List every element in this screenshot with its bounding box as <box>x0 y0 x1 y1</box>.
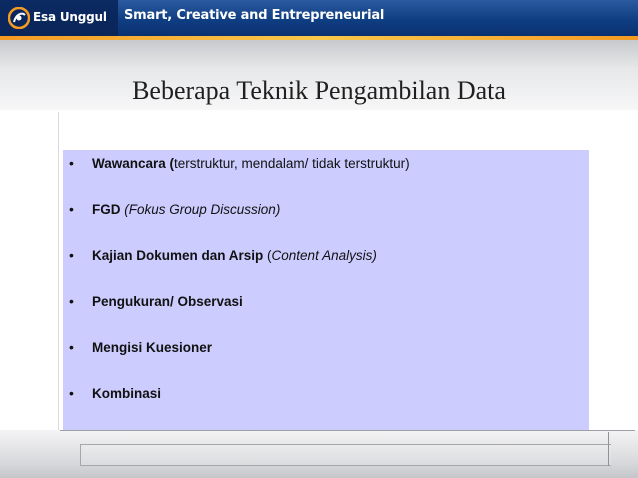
header-bar <box>0 0 638 36</box>
item-italic-text: Content Analysis) <box>271 247 377 263</box>
item-bold-text: Kajian Dokumen dan Arsip <box>92 247 264 263</box>
item-text <box>92 248 377 263</box>
item-text <box>92 340 212 355</box>
footer-line <box>60 430 635 431</box>
item-italic-text: (Fokus Group Discussion) <box>124 201 281 217</box>
footer-divider <box>608 432 609 466</box>
footer-bar <box>80 444 611 466</box>
tagline: Smart, Creative and Entrepreneurial <box>124 8 385 23</box>
esa-unggul-logo-icon <box>8 7 30 29</box>
item-bold-text: Pengukuran/ Observasi <box>92 293 243 309</box>
item-text <box>92 386 161 401</box>
item-plain-text: ( <box>263 247 272 263</box>
bullet-marker: • <box>69 339 74 355</box>
content-box <box>63 150 589 430</box>
logo <box>0 0 118 36</box>
bullet-marker: • <box>69 293 74 309</box>
item-text <box>92 294 243 309</box>
item-bold-text: Mengisi Kuesioner <box>92 339 213 355</box>
frame-line <box>58 112 59 432</box>
item-bold-text: FGD <box>92 201 121 217</box>
item-text <box>92 156 410 171</box>
item-bold-text: Kombinasi <box>92 385 162 401</box>
bullet-marker: • <box>69 385 74 401</box>
item-plain-text: terstruktur, mendalam/ tidak terstruktur) <box>174 155 410 171</box>
item-text <box>92 202 280 217</box>
bullet-marker: • <box>69 155 74 171</box>
bullet-marker: • <box>69 247 74 263</box>
slide-title: Beberapa Teknik Pengambilan Data <box>132 76 506 105</box>
item-bold-text: Wawancara ( <box>92 155 175 171</box>
logo-text: Esa Unggul <box>33 10 107 24</box>
bullet-marker: • <box>69 201 74 217</box>
